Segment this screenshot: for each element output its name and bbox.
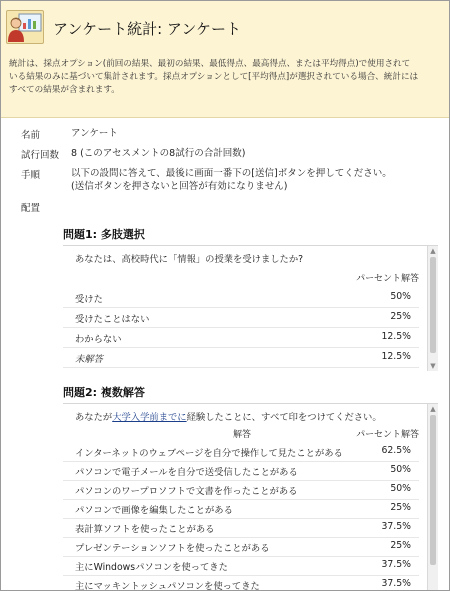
answer-percent: 37.5%: [381, 559, 411, 570]
answer-percent: 62.5%: [381, 445, 411, 456]
answer-text: パソコンで電子メールを自分で送受信したことがある: [75, 467, 298, 478]
table-row: [63, 518, 419, 538]
question2-scroll-area[interactable]: [63, 403, 438, 591]
page-header: [1, 1, 449, 118]
answer-percent: 12.5%: [381, 331, 411, 342]
question2-answer-header: 解答: [233, 430, 252, 440]
answer-text: インターネットのウェブページを自分で操作して見たことがある: [75, 448, 343, 459]
table-row: [63, 499, 419, 519]
table-row: [63, 348, 419, 368]
name-label: 名前: [21, 130, 41, 141]
question2-scrollbar[interactable]: [427, 404, 438, 591]
table-row: [63, 461, 419, 481]
table-row: [63, 288, 419, 308]
table-row: [63, 537, 419, 557]
description-line: 統計は、採点オプション(前回の結果、最初の結果、最低得点、最高得点、または平均得点)で使用されて: [9, 59, 411, 69]
question2-panel: [63, 384, 438, 590]
answer-text: プレゼンテーションソフトを使ったことがある: [75, 543, 270, 554]
question1-percent-header: パーセント解答: [356, 274, 419, 284]
question1-scrollbar[interactable]: [427, 246, 438, 371]
question2-percent-header: パーセント解答: [356, 430, 419, 440]
attempts-label: 試行回数: [21, 150, 60, 161]
survey-statistics-icon: [6, 10, 44, 44]
instructions-line: (送信ボタンを押さないと回答が有効になりません): [71, 181, 288, 192]
answer-percent: 37.5%: [381, 521, 411, 532]
question1-text: あなたは、高校時代に「情報」の授業を受けましたか?: [75, 254, 304, 265]
instructions-label: 手順: [21, 170, 41, 181]
answer-percent: 50%: [390, 483, 411, 494]
answer-text: 受けた: [75, 294, 103, 305]
scrollbar-thumb[interactable]: [430, 415, 436, 565]
table-row: [63, 480, 419, 500]
question2-text-after: 経験したことに、すべて印をつけてください。: [186, 412, 382, 423]
question1-title: 問題1: 多肢選択: [63, 228, 145, 241]
answer-percent: 25%: [390, 502, 411, 513]
question1-scroll-area[interactable]: [63, 245, 438, 371]
answer-percent: 50%: [390, 464, 411, 475]
table-row: [63, 328, 419, 348]
answer-text: パソコンのワープロソフトで文書を作ったことがある: [75, 486, 298, 497]
distribution-label: 配置: [21, 203, 41, 214]
scroll-up-arrow-icon[interactable]: ▲: [430, 247, 436, 255]
answer-text: 表計算ソフトを使ったことがある: [75, 524, 215, 535]
description-line: いる結果のみに基づいて集計されます。採点オプションとして[平均得点]が選択されている場合、統計には: [9, 72, 419, 82]
answer-text: 主にWindowsパソコンを使ってきた: [75, 562, 228, 573]
answer-percent: 37.5%: [381, 578, 411, 589]
question2-text-before: あなたが: [75, 412, 113, 423]
question2-text-link[interactable]: 大学入学前までに: [112, 412, 187, 423]
table-row: [63, 575, 419, 591]
table-row: [63, 442, 419, 462]
name-value: アンケート: [71, 128, 118, 139]
table-row: [63, 556, 419, 576]
table-row: [63, 308, 419, 328]
page-title: アンケート統計: アンケート: [53, 20, 242, 38]
description-line: すべての結果が含まれます。: [9, 85, 120, 95]
answer-text: パソコンで画像を編集したことがある: [75, 505, 233, 516]
scrollbar-thumb[interactable]: [430, 257, 436, 353]
statistics-description: [9, 58, 439, 97]
answer-text: わからない: [75, 334, 122, 345]
answer-text: 主にマッキントッシュパソコンを使ってきた: [75, 581, 260, 591]
answer-percent: 25%: [390, 311, 411, 322]
answer-text: 受けたことはない: [75, 314, 150, 325]
instructions-value: [71, 167, 392, 193]
attempts-value: 8 (このアセスメントの8試行の合計回数): [71, 148, 246, 159]
scroll-up-arrow-icon[interactable]: ▲: [430, 405, 436, 413]
answer-percent: 50%: [390, 291, 411, 302]
question1-panel: [63, 226, 438, 371]
answer-percent: 12.5%: [381, 351, 411, 362]
instructions-line: 以下の設問に答えて、最後に画面一番下の[送信]ボタンを押してください。: [71, 168, 392, 179]
question2-title: 問題2: 複数解答: [63, 386, 145, 399]
scroll-down-arrow-icon[interactable]: ▼: [430, 362, 436, 370]
question2-text: [75, 409, 382, 423]
answer-percent: 25%: [390, 540, 411, 551]
answer-text: 未解答: [75, 354, 103, 365]
